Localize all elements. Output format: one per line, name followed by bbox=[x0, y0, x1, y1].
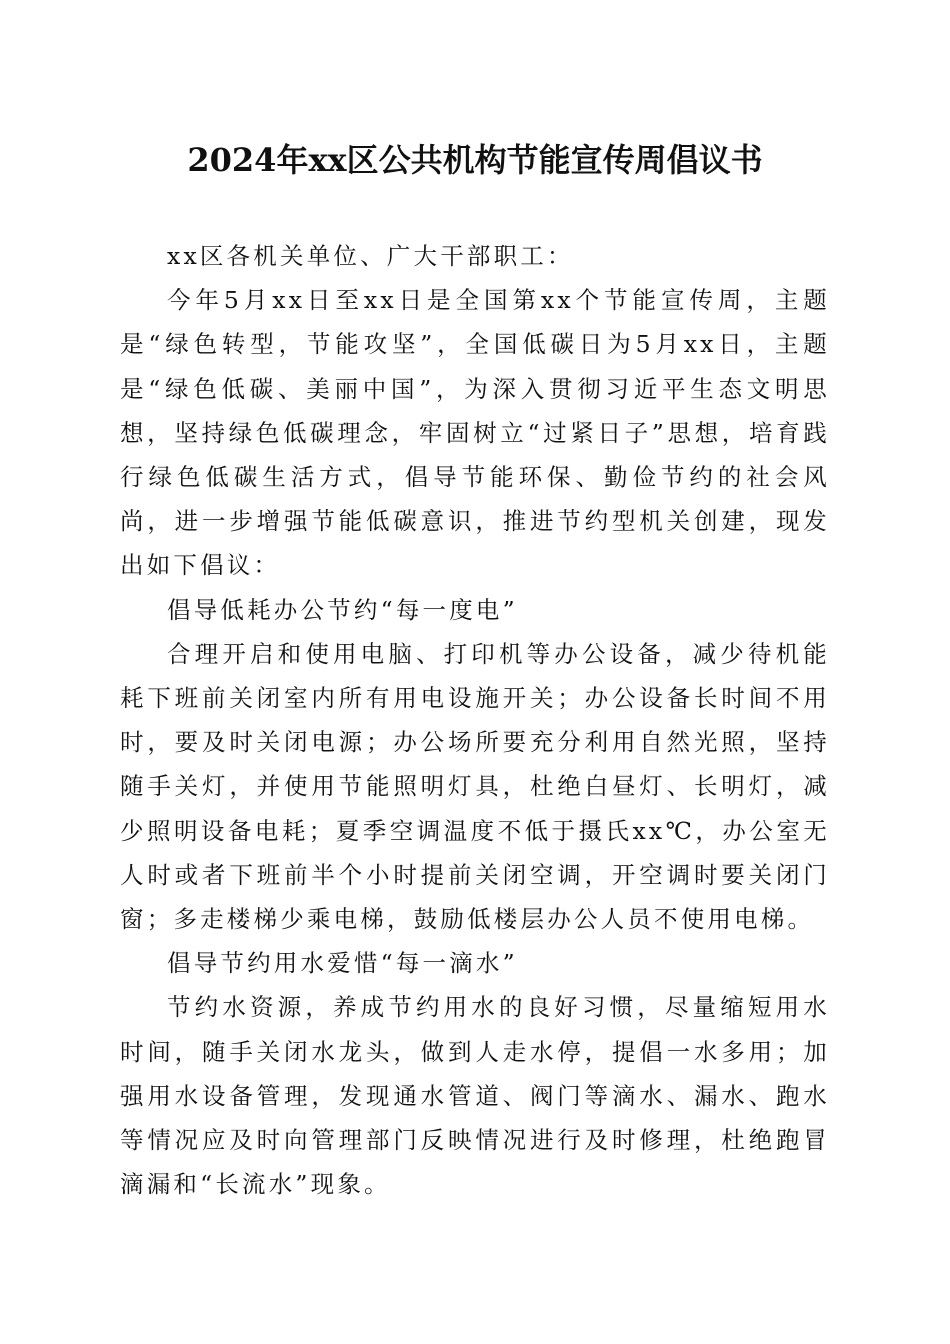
document-body bbox=[120, 234, 830, 1206]
paragraph-water: 节约水资源，养成节约用水的良好习惯，尽量缩短用水时间，随手关闭水龙头，做到人走水停，提倡一水多用；加强用水设备管理，发现通水管道、阀门等滴水、漏水、跑水等情况应及时向管理部门反映情况进行及时修理，杜绝跑冒滴漏和“长流水”现象。 bbox=[120, 993, 830, 1199]
paragraph-electricity: 合理开启和使用电脑、打印机等办公设备，减少待机能耗下班前关闭室内所有用电设施开关；办公设备长时间不用时，要及时关闭电源；办公场所要充分利用自然光照，坚持随手关灯，并使用节能照明灯具，杜绝白昼灯、长明灯，减少照明设备电耗；夏季空调温度不低于摄氏xx℃，办公室无人时或者下班前半个小时提前关闭空调，开空调时要关闭门窗；多走楼梯少乘电梯，鼓励低楼层办公人员不使用电梯。 bbox=[120, 639, 830, 934]
document-title: 2024年xx区公共机构节能宣传周倡议书 bbox=[187, 141, 763, 179]
paragraph-intro: 今年5月xx日至xx日是全国第xx个节能宣传周，主题是“绿色转型，节能攻坚”，全国低碳日为5月xx日，主题是“绿色低碳、美丽中国”，为深入贯彻习近平生态文明思想，坚持绿色低碳理念，牢固树立“过紧日子”思想，培育践行绿色低碳生活方式，倡导节能环保、勤俭节约的社会风尚，进一步增强节能低碳意识，推进节约型机关创建，现发出如下倡议： bbox=[120, 286, 830, 580]
salutation: xx区各机关单位、广大干部职工： bbox=[167, 242, 574, 270]
section-heading-water: 倡导节约用水爱惜“每一滴水” bbox=[167, 949, 518, 978]
section-heading-electricity: 倡导低耗办公节约“每一度电” bbox=[167, 595, 518, 624]
